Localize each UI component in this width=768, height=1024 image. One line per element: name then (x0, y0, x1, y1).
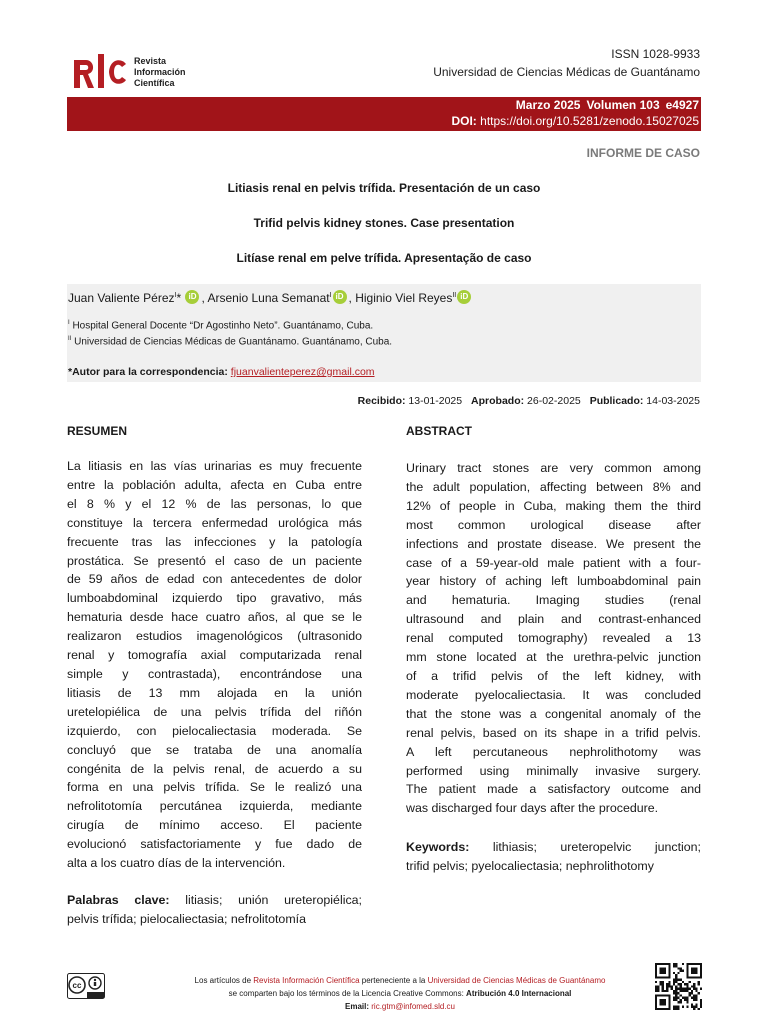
text-line: Urinary tract stones are very common among (406, 461, 701, 475)
footer-email-link[interactable]: ric.gtm@infomed.sld.cu (371, 1002, 455, 1011)
doi-link[interactable]: https://doi.org/10.5281/zenodo.15027025 (480, 114, 699, 128)
text-line: performed using minimally invasive surgery. (406, 763, 701, 778)
title-spanish: Litiasis renal en pelvis trífida. Presentación de un caso (227, 181, 541, 195)
received-date: 13-01-2025 (408, 395, 463, 407)
resumen-keywords: Palabras clave: litiasis; unión ureteropiélica; pelvis trífida; pielocaliectasia; nefrolitotomía (67, 893, 362, 926)
text-line: La litiasis en las vías urinarias es muy frecuente (67, 459, 362, 473)
abstract-keywords: Keywords: lithiasis; ureteropelvic junction; trifid pelvis; pyelocaliectasia; nephrolithotomy (406, 840, 701, 873)
issue-info (510, 98, 699, 112)
footer-license-line: Los artículos de Revista Información Científica perteneciente a la Universidad de Ciencias Médicas de Guantánamo (194, 976, 606, 985)
creative-commons-badge-icon[interactable] (67, 973, 105, 999)
text-line: cirugía de mínimo acceso. El paciente (67, 818, 362, 833)
text-line: entre la población adulta, afecta en Cuba entre (67, 477, 362, 492)
text-line: mm stone located at the urethra-pelvic junction (406, 650, 701, 665)
article-id: e4927 (665, 98, 699, 112)
text-line: forma en una pelvis trífida. Se le realizó una (67, 780, 362, 795)
orcid-icon[interactable]: iD (457, 290, 471, 304)
author-affil-mark: I (329, 292, 332, 299)
footer-email: Email: ric.gtm@infomed.sld.cu (345, 1002, 455, 1011)
text-line: was discharged four days after the procedure. (406, 801, 659, 816)
text-line: renal pelvis, based on its shape in a trifid pelvis. (406, 725, 701, 740)
text-line: litiasis de 13 mm alojada en la unión (67, 685, 362, 700)
text-line: moderate pyelocaliectasia. It was concluded (406, 687, 701, 702)
author-affil-mark: II (452, 292, 457, 299)
affiliation: $^I$ Hospital General Docente “Dr Agostinho Neto”. Guantánamo, Cuba. (68, 320, 374, 332)
author-affil-mark: I (174, 292, 177, 299)
issue-banner (67, 97, 701, 131)
text-line: 12% of people in Cuba, making them the third (406, 498, 701, 513)
abstract-body (406, 459, 701, 818)
corresponding-mark: * (176, 291, 182, 305)
text-line: de 59 años de edad con antecedentes de dolor (67, 572, 362, 587)
doi-label: DOI: (451, 114, 477, 128)
text-line: hematuria desde hace cuatro años, al que se le (67, 610, 362, 625)
text-line: frecuente tras las infecciones y la patología (67, 534, 362, 549)
correspondence-label: *Autor para la correspondencia: (68, 366, 228, 378)
published-date: 14-03-2025 (646, 395, 700, 407)
author-list (68, 290, 473, 305)
text-line: realizaron estudios imagenológicos (ultrasonido (67, 629, 362, 644)
orcid-icon[interactable]: iD (185, 290, 199, 304)
author-name: Juan Valiente Pérez (68, 291, 175, 305)
title-english: Trifid pelvis kidney stones. Case presentation (253, 216, 515, 230)
text-line: nefrolitotomía percutánea izquierda, mediante (67, 799, 362, 814)
text-line: alta a los cuatro días de la intervención. (67, 856, 286, 871)
authors-block (67, 284, 701, 382)
abstract-heading: ABSTRACT (406, 424, 472, 438)
text-line: ultrasound and plain and contrast-enhanced (406, 612, 701, 627)
journal-logo (72, 52, 212, 92)
author-name: , Arsenio Luna Semanat (201, 291, 330, 305)
text-line: and hematuria. Imaging studies (renal (406, 593, 701, 608)
doi (451, 114, 699, 128)
text-line: the adult population, affecting between 8% and (406, 479, 701, 494)
qr-code-icon (655, 963, 702, 1010)
title-portuguese: Litíase renal em pelve trífida. Apresentação de caso (236, 251, 532, 265)
footer-license-terms: se comparten bajo los términos de la Licencia Creative Commons: Atribución 4.0 Internacional (228, 989, 572, 998)
text-line: prostática. Se presentó el caso de un paciente (67, 553, 362, 568)
text-line: renal y tomografía axial computarizada renal (67, 648, 362, 663)
text-line: uretelopiélica de una pelvis trífida del riñón (67, 704, 362, 719)
text-line: A left percutaneous nephrolithotomy was (406, 744, 701, 759)
text-line: simple y contrastada), encontrándose una (67, 666, 362, 681)
university-name: Universidad de Ciencias Médicas de Guantánamo (433, 65, 700, 79)
resumen-heading: RESUMEN (67, 424, 128, 438)
author-name: , Higinio Viel Reyes (348, 291, 453, 305)
license-link[interactable]: Atribución 4.0 Internacional (466, 989, 572, 998)
issue-date: Marzo 2025 (515, 98, 581, 112)
text-line: lumboabdominal izquierdo tipo gravativo, más (67, 591, 362, 606)
ric-logo-icon (72, 52, 130, 92)
correspondence (68, 366, 375, 378)
section-label: INFORME DE CASO (586, 146, 700, 160)
text-line: congénita de la pelvis renal, de acuerdo a su (67, 761, 362, 776)
orcid-icon[interactable]: iD (333, 290, 347, 304)
text-line: renal computed tomography) revealed a 13 (406, 631, 701, 646)
correspondence-email-link[interactable]: fjuanvalienteperez@gmail.com (230, 366, 375, 378)
svg-text:cc: cc (72, 981, 82, 990)
text-line: evolucionó satisfactoriamente y fue dado de (67, 837, 362, 852)
text-line: that the stone was a congenital anomaly of the (406, 706, 701, 721)
text-line: year history of aching left lumboabdominal pain (406, 574, 701, 589)
text-line: constituye la tercera enfermedad urológica más (67, 515, 362, 530)
text-line: most common urological disease after (406, 517, 701, 532)
text-line: izquierdo, con pielocaliectasia moderada. Se (67, 723, 362, 738)
text-line: of a trifid pelvis of the left kidney, with (406, 668, 701, 683)
issn: ISSN 1028-9933 (611, 47, 700, 61)
text-line: el 8 % y el 12 % de las personas, lo que (67, 496, 362, 511)
text-line: concluyó que se trataba de una anomalía (67, 742, 362, 757)
issue-volume: Volumen 103 (586, 98, 660, 112)
affiliation: $^{II}$ Universidad de Ciencias Médicas de Guantánamo. Guantánamo, Cuba. (68, 336, 393, 348)
logo-text: Revista Información Científica (134, 56, 186, 88)
text-line: infections and prostate disease. We present the (406, 536, 701, 551)
approved-date: 26-02-2025 (527, 395, 581, 407)
text-line: case of a 59-year-old male patient with a four- (406, 555, 701, 570)
text-line: The patient made a satisfactory outcome and (406, 782, 701, 797)
article-dates: Recibido: 13-01-2025 Aprobado: 26-02-2025 Publicado: 14-03-2025 (357, 395, 700, 407)
resumen-body (67, 457, 362, 873)
